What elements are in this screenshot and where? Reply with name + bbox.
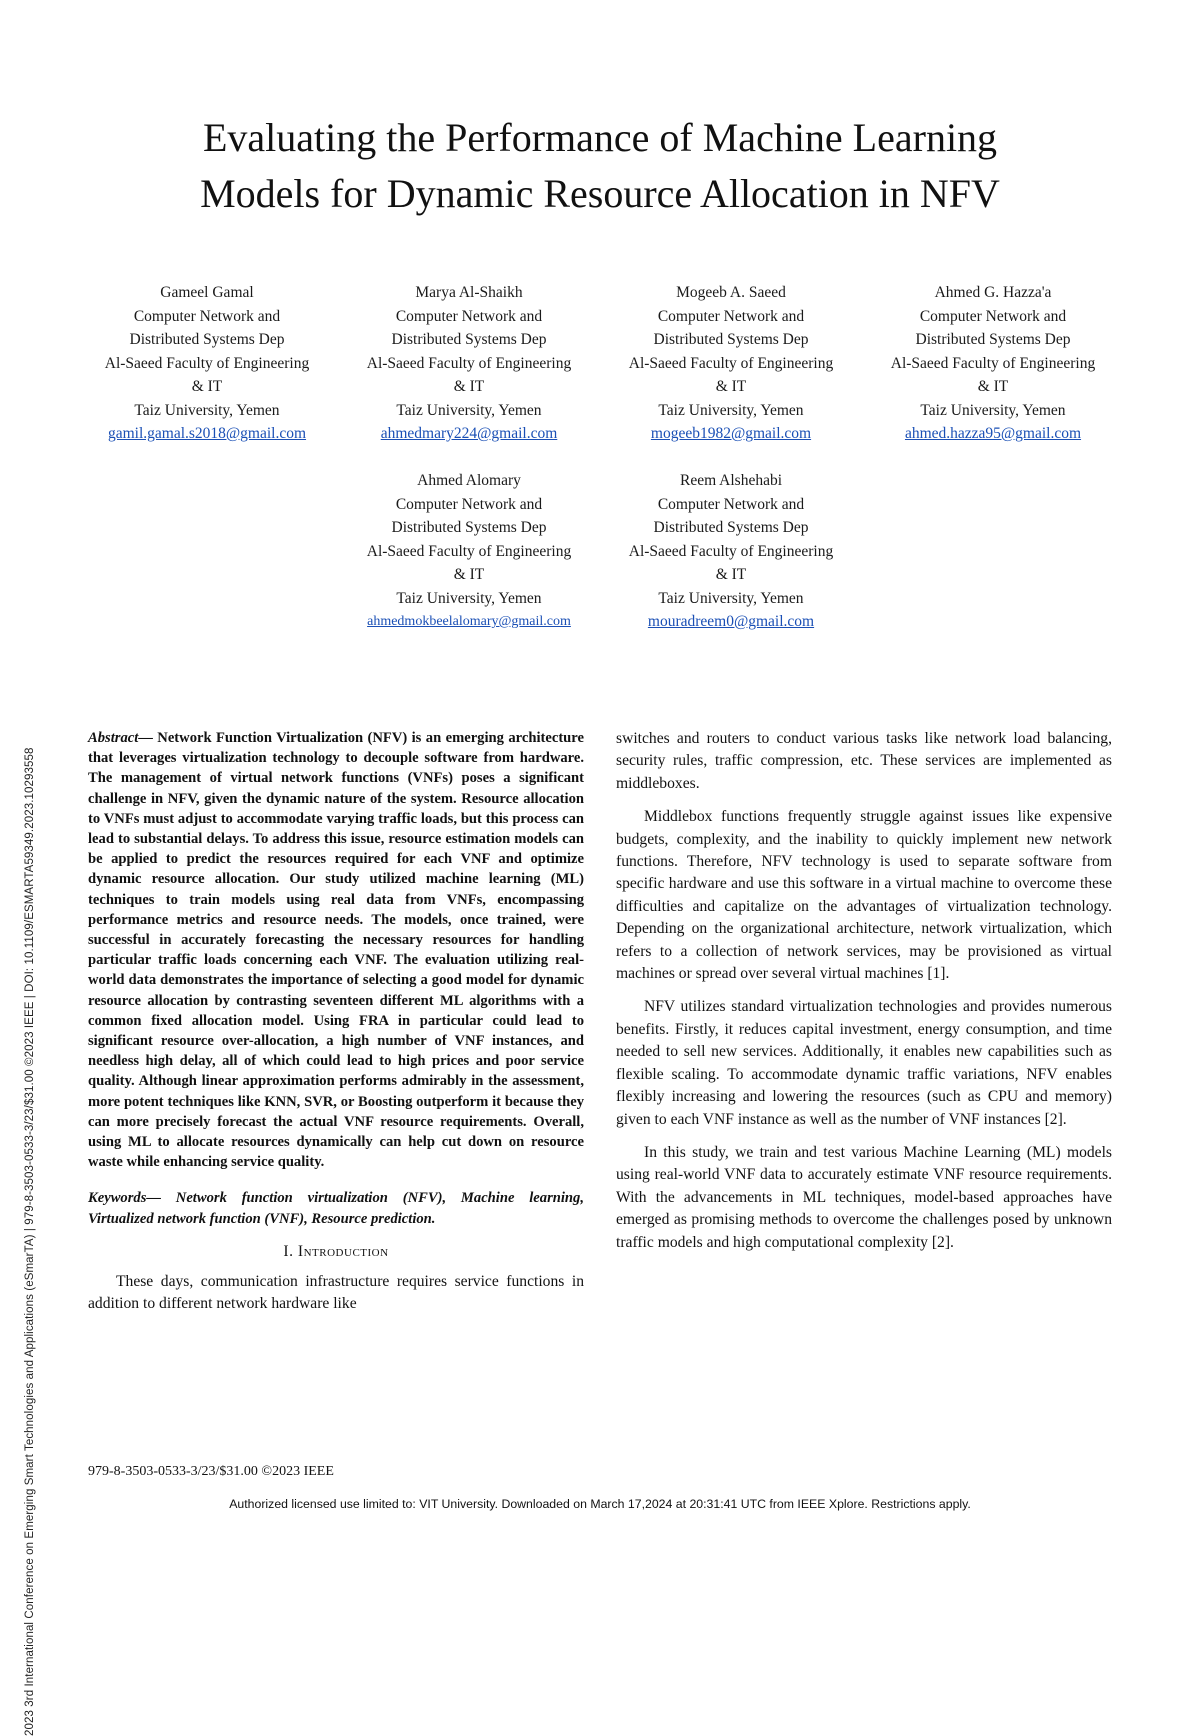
author-faculty: & IT: [191, 378, 223, 395]
section-number: I.: [283, 1242, 294, 1260]
section-heading: [88, 1241, 584, 1263]
author-email-link[interactable]: mouradreem0@gmail.com: [647, 613, 815, 630]
title-line-2: Models for Dynamic Resource Allocation in NFV: [200, 171, 1000, 216]
author-dept: Distributed Systems Dep: [391, 519, 547, 536]
abstract: [88, 728, 584, 1172]
author-name: Mogeeb A. Saeed: [676, 284, 786, 301]
author-faculty: Al-Saeed Faculty of Engineering: [366, 354, 572, 372]
author-email-link[interactable]: mogeeb1982@gmail.com: [650, 425, 812, 442]
author-dept: Distributed Systems Dep: [391, 331, 547, 348]
body-paragraph: switches and routers to conduct various tasks like network load balancing, security rules, traffic compression, etc. These services are implemented as middleboxes.: [616, 730, 1112, 792]
author-name: Reem Alshehabi: [679, 472, 783, 489]
author-faculty: & IT: [977, 378, 1009, 395]
author-dept: Computer Network and: [657, 495, 805, 513]
right-column: [616, 728, 1112, 1254]
author-faculty: Al-Saeed Faculty of Engineering: [628, 542, 834, 560]
author-dept: Distributed Systems Dep: [653, 331, 809, 348]
author-dept: Computer Network and: [395, 307, 543, 325]
body-paragraph: NFV utilizes standard virtualization technologies and provides numerous benefits. Firstly, it reduces capital investment, energy consumption, and time needed to sell new services. Additionally, it enables new capabilities such as flexible scaling. To accommodate dynamic traffic variations, NFV enables flexibly increasing and lowering the resources (such as CPU and memory) given to each VNF instance as well as the number of VNF instances [2].: [616, 998, 1112, 1128]
license-notice: Authorized licensed use limited to: VIT University. Downloaded on March 17,2024 at 20:31:41 UTC from IEEE Xplore. Restrictions apply.: [229, 1497, 971, 1511]
author-email-link[interactable]: ahmed.hazza95@gmail.com: [904, 425, 1082, 442]
title-line-1: Evaluating the Performance of Machine Learning: [202, 115, 998, 160]
author-faculty: & IT: [715, 378, 747, 395]
author-university: Taiz University, Yemen: [658, 401, 804, 419]
section-title: Introduction: [297, 1242, 389, 1260]
author-name: Gameel Gamal: [160, 284, 254, 301]
author-faculty: & IT: [453, 566, 485, 583]
author-block: [606, 469, 856, 634]
doi-side-stamp: 2023 3rd International Conference on Emerging Smart Technologies and Applications (eSmarTA) | 979-8-3503-0533-3/23/$31.00 ©2023 IEEE | DOI: 10.1109/ESMARTA59349.2023.10293558: [24, 747, 36, 1736]
author-university: Taiz University, Yemen: [658, 589, 804, 607]
body-paragraph: In this study, we train and test various Machine Learning (ML) models using real-world VNF data to accurately estimate VNF resource requirements. With the advancements in ML techniques, model-based approaches have emerged as promising methods to overcome the challenges posed by unknown traffic models and high computational complexity [2].: [616, 1143, 1112, 1251]
author-faculty: Al-Saeed Faculty of Engineering: [104, 354, 310, 372]
author-block: [82, 281, 332, 446]
abstract-lead: Abstract: [88, 730, 139, 746]
author-email-link[interactable]: gamil.gamal.s2018@gmail.com: [107, 425, 307, 442]
left-column: [88, 728, 584, 1316]
author-block: [344, 469, 594, 634]
author-dept: Computer Network and: [395, 495, 543, 513]
author-university: Taiz University, Yemen: [920, 401, 1066, 419]
author-block: [606, 281, 856, 446]
author-dept: Distributed Systems Dep: [129, 331, 285, 348]
paper-title: [60, 110, 1140, 222]
author-faculty: & IT: [453, 378, 485, 395]
author-block: [868, 281, 1118, 446]
author-dept: Computer Network and: [919, 307, 1067, 325]
author-dept: Computer Network and: [133, 307, 281, 325]
author-faculty: & IT: [715, 566, 747, 583]
author-email-link[interactable]: ahmedmary224@gmail.com: [380, 425, 558, 442]
author-name: Ahmed G. Hazza'a: [934, 284, 1052, 301]
author-name: Marya Al-Shaikh: [415, 284, 523, 301]
author-faculty: Al-Saeed Faculty of Engineering: [890, 354, 1096, 372]
author-dept: Computer Network and: [657, 307, 805, 325]
body-paragraph: Middlebox functions frequently struggle against issues like expensive budgets, complexity, and the inability to quickly implement new network functions. Therefore, NFV technology is used to separate software from specific hardware and use this software in a virtual machine to overcome these difficulties and capitalize on the advantages of virtualization technology. Depending on the organizational architecture, network virtualization, which refers to a collection of network services, may be provisioned as virtual machines or spread over several virtual machines [1].: [616, 808, 1112, 983]
author-email-link[interactable]: ahmedmokbeelalomary@gmail.com: [367, 614, 571, 629]
intro-paragraph: These days, communication infrastructure requires service functions in addition to different network hardware like: [88, 1272, 584, 1313]
author-name: Ahmed Alomary: [417, 472, 521, 489]
author-university: Taiz University, Yemen: [396, 401, 542, 419]
author-faculty: Al-Saeed Faculty of Engineering: [366, 542, 572, 560]
author-university: Taiz University, Yemen: [396, 589, 542, 607]
author-dept: Distributed Systems Dep: [653, 519, 809, 536]
author-faculty: Al-Saeed Faculty of Engineering: [628, 354, 834, 372]
author-block: [344, 281, 594, 446]
author-dept: Distributed Systems Dep: [915, 331, 1071, 348]
author-university: Taiz University, Yemen: [134, 401, 280, 419]
keywords: Keywords— Network function virtualization (NFV), Machine learning, Virtualized network function (VNF), Resource prediction.: [88, 1190, 584, 1227]
copyright-footer: 979-8-3503-0533-3/23/$31.00 ©2023 IEEE: [88, 1464, 334, 1479]
abstract-body: — Network Function Virtualization (NFV) is an emerging architecture that leverages virtualization technology to decouple software from hardware. The management of virtual network functions (VNFs) poses a significant challenge in NFV, given the dynamic nature of the system. Resource allocation to VNFs must adjust to accommodate varying traffic loads, but this process can lead to substantial delays. To address this issue, resource estimation models can be applied to predict the resources required for each VNF and optimize dynamic resource allocation. Our study utilized machine learning (ML) techniques to train models using real data from VNFs, encompassing performance metrics and resource needs. The models, once trained, were successful in accurately forecasting the necessary resources for handling particular traffic loads concerning each VNF. The evaluation utilizing real-world data demonstrates the importance of selecting a good model for dynamic resource allocation by contrasting seventeen different ML algorithms with a common fixed allocation model. Using FRA in particular could lead to significant resource over-allocation, a high number of VNF instances, and needless high delay, all of which could lead to high prices and poor service quality. Although linear approximation performs admirably in the assessment, more potent techniques like KNN, SVR, or Boosting outperform it because they can more precisely forecast the actual VNF resource requirements. Overall, using ML to allocate resources dynamically can help cut down on resource waste while enhancing service quality.: [88, 730, 584, 1171]
